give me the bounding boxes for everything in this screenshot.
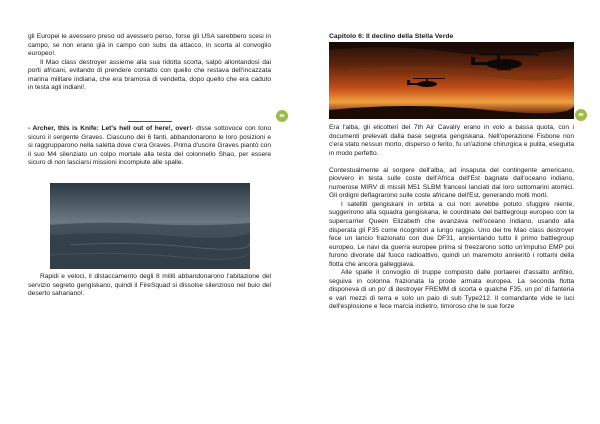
- section-divider: [128, 121, 172, 122]
- ocean-horizon-illustration: [50, 183, 250, 269]
- left-paragraph-2: Il Mao class destroyer assieme alla sua ridotta scorta, salpò allontandosi dai porti africani, evitando di prendere contatto con quello che restava dell'incazzata marina militare indiana, che era bramosa di vendetta, dopo quello che era caduto in testa agli indiani!.: [28, 58, 271, 92]
- chapter-title: Capitolo 6: Il declino della Stella Verde: [329, 33, 454, 40]
- helicopters-sunset-photo: [329, 42, 574, 119]
- ocean-horizon-photo: [50, 183, 250, 269]
- right-paragraph-3: I satelliti gengiskani in orbita a cui non avrebbe potuto sfuggire niente, suggerirono alla squadra gengiskana, le coordinate del battlegroup europeo con la supercarrier Queen Elizabeth che avanzava nell'oceano indiano, usando alla disperata gli F35 come ricognitori a lungo raggio. Uno dei tre Mao class destroyer fece un lancio frazionato con due DF31, annientando tutto il primo battlegroup europeo. Le navi da guerra europee prima si freezarono sotto un'impulso EMP poi furono divorate dal fuoco radioattivo, quindi un maremoto annientò i rottami della flotta che ancora galleggiava.: [329, 200, 574, 268]
- left-text-block-bottom: [28, 273, 271, 299]
- helicopter-silhouettes: [329, 42, 574, 119]
- right-text-block: [329, 124, 574, 312]
- left-paragraph-1: gli Europei le avessero preso od avessero perso, forse gli USA sarebbero scesi in campo, se non erano già in campo con subs da attacco, in scorta al convoglio europeo!.: [28, 33, 271, 58]
- right-page: [300, 0, 600, 424]
- right-paragraph-2: Contestualmente al sorgere dell'alba, ad insaputa del contingente americano, piovvero in testa sulle coste dell'Africa dell'Est bagnate dall'oceano indiano, numerose MIRV di missili M51 SLBM francesi lanciati dai loro sottomarini atomici. Gli ordigni deflagrarono sulle coste africane dell'Est, generando molti morti.: [329, 166, 574, 200]
- left-text-block-top: [28, 33, 271, 93]
- left-paragraph-4: Rapidi e veloci, il distaccamento degli 8 militi abbandonarono l'abitazione del servizio segreto gengiskano, quindi il FireSquad si dissolse silenzioso nel buio del deserto sahariano!.: [28, 273, 271, 298]
- dialogue-line: - Archer, this is Knife: Let's hell out of here!, over!: [28, 125, 192, 132]
- right-paragraph-1: Era l'alba, gli elicotteri del 7th Air Cavalry erano in volo a bassa quota, con i documenti prelevati dalla base segreta gengiskana. Nell'operazione Fisbone non c'era stato nessun morto, disperso o ferito, fu un'azione chirurgica e pulita, eseguita in modo perfetto.: [329, 124, 574, 157]
- left-paragraph-3: [28, 125, 271, 168]
- right-paragraph-4: Alle spalle il convoglio di truppe composto dalle portaerei d'assalto anfibio, seguiva in colonna frazionata la prode armata europea. La seconda flotta disponeva di un po' di destroyer FREMM di scorta e qualche F35, un po' di fanteria e vari mezzi di terra e solo un paio di sub Type212. Il comandante vide le luci dell'esplosione e fece marcia indietro, timoroso che le sue forze: [329, 269, 574, 311]
- page-number-badge: 86: [276, 110, 288, 122]
- left-paragraph-3-text: - disse sottovoce con tono sicuro il sergente Graves. Ciascuno dei 6 fanti, abbandonarono le loro posizioni e si raggrupparono nella saletta dove c'era Graves. Prima d'uscire Graves piantò con il suo M4 silenziato un colpo mortale alla testa del colonnello Shao, per essere sicuro di non lasciarsi missioni incompiute alle spalle.: [28, 125, 271, 167]
- page-number-badge: 88: [575, 109, 587, 121]
- left-text-block-middle: [28, 125, 271, 168]
